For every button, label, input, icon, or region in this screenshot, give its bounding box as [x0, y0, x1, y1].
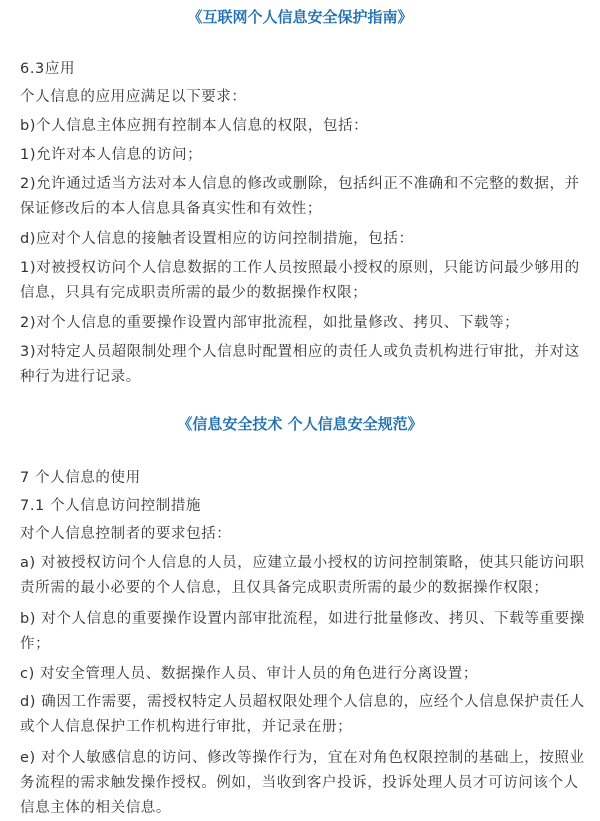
section2-para-5: b) 对个人信息的重要操作设置内部审批流程，如进行批量修改、拷贝、下载等重要操作；: [20, 611, 585, 652]
section1-para-7: 1)对被授权访问个人信息数据的工作人员按照最小授权的原则，只能访问最少够用的信息，只具有完成职责所需的最少的数据操作权限；: [20, 260, 580, 301]
section1-para-2: 个人信息的应用应满足以下要求：: [20, 89, 247, 105]
section1-para-9: 3)对特定人员超限制处理个人信息时配置相应的责任人或负责机构进行审批，并对这种行为进行记录。: [20, 344, 580, 385]
section1-para-3: b)个人信息主体应拥有控制本人信息的权限，包括：: [20, 118, 369, 134]
section2-para-1: 7 个人信息的使用: [20, 470, 141, 486]
section2-para-7: d) 确因工作需要，需授权特定人员超权限处理个人信息的，应经个人信息保护责任人或个人信息保护工作机构进行审批，并记录在册；: [20, 694, 585, 735]
section1-para-4: 1)允许对本人信息的访问；: [20, 147, 203, 163]
section2-para-4: a) 对被授权访问个人信息的人员，应建立最小授权的访问控制策略，使其只能访问职责所需的最小必要的个人信息，且仅具备完成职责所需的最少的数据操作权限；: [20, 555, 585, 596]
section1-title: 《互联网个人信息安全保护指南》: [187, 8, 413, 26]
section2-para-3: 对个人信息控制者的要求包括：: [20, 526, 232, 542]
section2-para-2: 7.1 个人信息访问控制措施: [20, 498, 202, 514]
section2-para-8: e) 对个人敏感信息的访问、修改等操作行为，宜在对角色权限控制的基础上，按照业务流程的需求触发操作授权。例如，当收到客户投诉，投诉处理人员才可访问该个人信息主体的相关信息。: [20, 750, 585, 816]
section1-para-5: 2)允许通过适当方法对本人信息的修改或删除，包括纠正不准确和不完整的数据，并保证修改后的本人信息具备真实性和有效性；: [20, 176, 580, 217]
section2-title: 《信息安全技术 个人信息安全规范》: [177, 415, 423, 433]
section1-para-1: 6.3应用: [20, 61, 76, 77]
section1-para-8: 2)对个人信息的重要操作设置内部审批流程，如批量修改、拷贝、下载等；: [20, 315, 520, 331]
section1-para-6: d)应对个人信息的接触者设置相应的访问控制措施，包括：: [20, 231, 414, 247]
section2-para-6: c) 对安全管理人员、数据操作人员、审计人员的角色进行分离设置；: [20, 666, 478, 682]
